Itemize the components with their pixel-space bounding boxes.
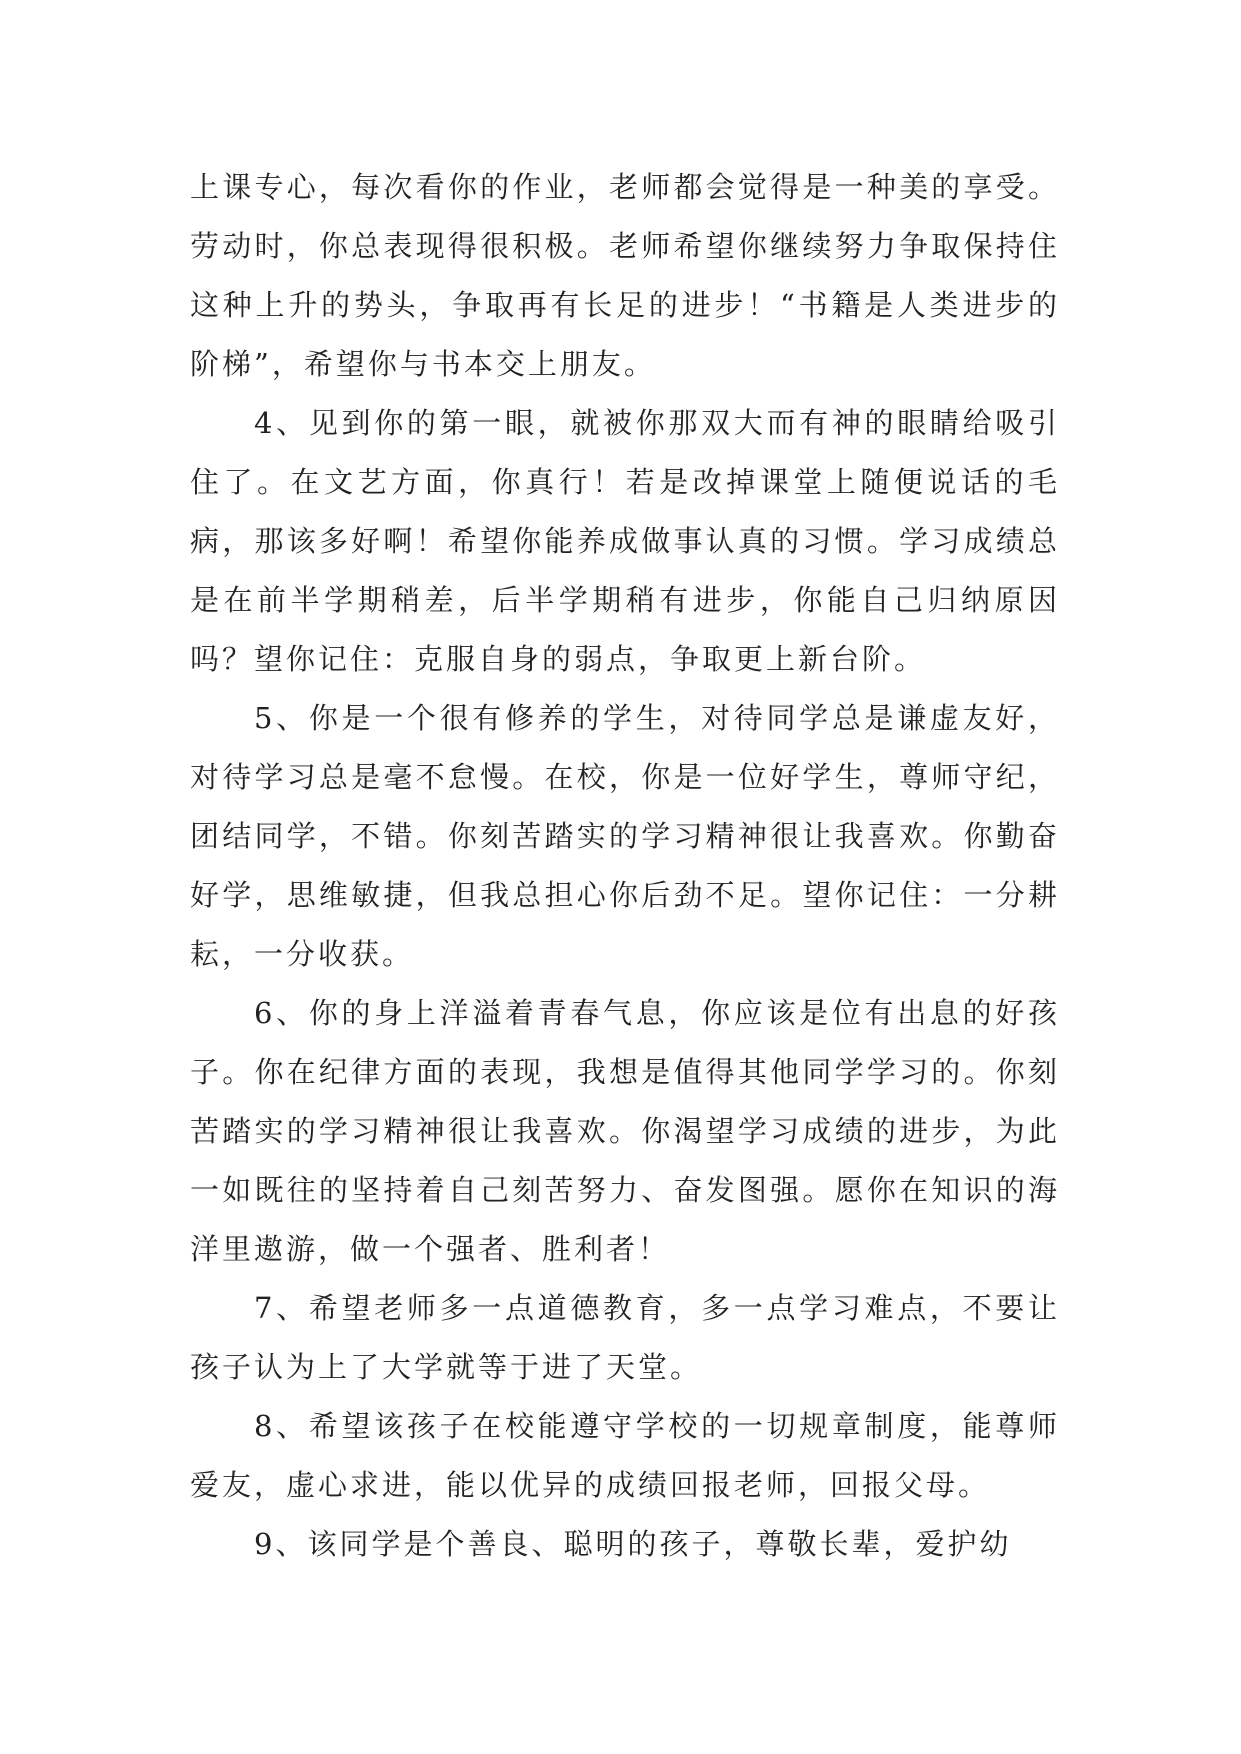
- paragraph-item-9: 9、该同学是个善良、聪明的孩子，尊敬长辈，爱护幼: [254, 1527, 1012, 1561]
- paragraph-item-4: 4、见到你的第一眼，就被你那双大而有神的眼睛给吸引住了。在文艺方面，你真行！若是改掉课堂上随便说话的毛病，那该多好啊！希望你能养成做事认真的习惯。学习成绩总是在前半学期稍差，后半学期稍有进步，你能自己归纳原因吗？望你记住：克服自身的弱点，争取更上新台阶。: [190, 406, 1060, 676]
- paragraph-item-5: 5、你是一个很有修养的学生，对待同学总是谦虚友好，对待学习总是毫不怠慢。在校，你是一位好学生，尊师守纪，团结同学，不错。你刻苦踏实的学习精神很让我喜欢。你勤奋好学，思维敏捷，但我总担心你后劲不足。望你记住：一分耕耘，一分收获。: [190, 701, 1060, 971]
- paragraph-item-8: 8、希望该孩子在校能遵守学校的一切规章制度，能尊师爱友，虚心求进，能以优异的成绩回报老师，回报父母。: [190, 1409, 1060, 1502]
- paragraph-continuation: 上课专心，每次看你的作业，老师都会觉得是一种美的享受。劳动时，你总表现得很积极。老师希望你继续努力争取保持住这种上升的势头，争取再有长足的进步！“书籍是人类进步的阶梯”，希望你与书本交上朋友。: [190, 170, 1060, 381]
- paragraph-item-7: 7、希望老师多一点道德教育，多一点学习难点，不要让孩子认为上了大学就等于进了天堂。: [190, 1291, 1060, 1384]
- document-body: [190, 158, 1060, 1574]
- paragraph-item-6: 6、你的身上洋溢着青春气息，你应该是位有出息的好孩子。你在纪律方面的表现，我想是值得其他同学学习的。你刻苦踏实的学习精神很让我喜欢。你渴望学习成绩的进步，为此一如既往的坚持着自己刻苦努力、奋发图强。愿你在知识的海洋里遨游，做一个强者、胜利者！: [190, 996, 1060, 1266]
